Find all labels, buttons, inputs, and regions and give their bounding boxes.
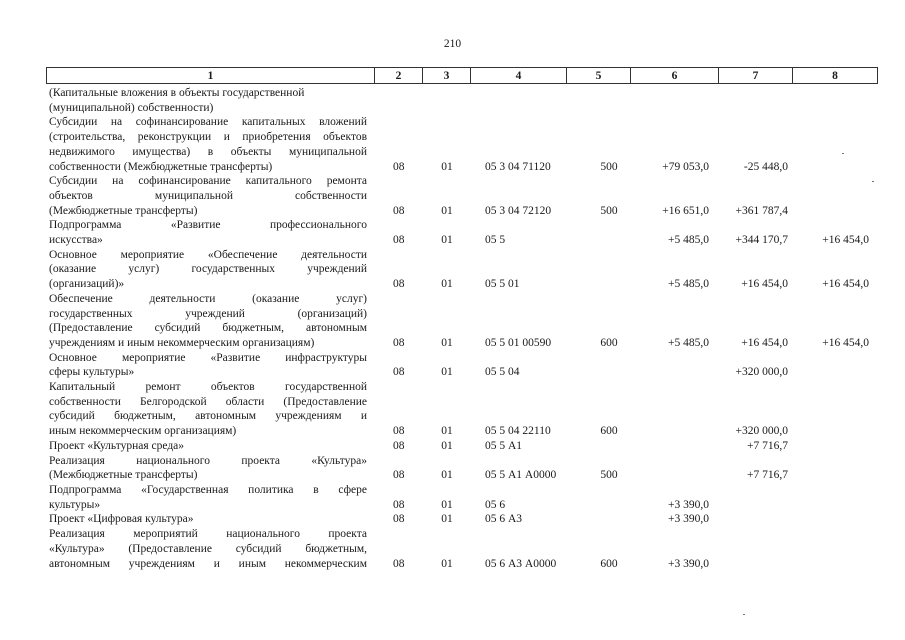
- cell-col-3: 01: [441, 469, 453, 482]
- table-row: [49, 115, 877, 174]
- header-col-6: 6: [631, 68, 719, 84]
- cell-col-6: +5 485,0: [668, 234, 709, 247]
- description-line: (строительства, реконструкции и приобретения объектов: [49, 131, 367, 144]
- cell-col-8: +16 454,0: [822, 278, 869, 291]
- cell-col-5: 600: [600, 336, 618, 349]
- description-line: субсидий бюджетным, автономным учреждениям и: [49, 410, 367, 423]
- cell-col-2: 08: [393, 336, 405, 349]
- description-line: Капитальный ремонт объектов государственной: [49, 381, 367, 394]
- description-line: недвижимого имущества) в объекты муниципальной: [49, 145, 367, 158]
- row-description: [49, 292, 367, 351]
- row-description: [49, 218, 367, 247]
- row-description: [49, 527, 367, 571]
- table-body: [49, 86, 877, 586]
- scan-speck: [842, 153, 844, 154]
- cell-col-4: 05 5 А1: [485, 439, 523, 452]
- description-line: Реализация национального проекта «Культура»: [49, 454, 367, 467]
- header-col-5: 5: [567, 68, 631, 84]
- cell-col-7: +320 000,0: [735, 366, 788, 379]
- scan-speck: [743, 614, 745, 615]
- row-description: [49, 380, 367, 439]
- table-row: [49, 512, 877, 527]
- cell-col-8: +16 454,0: [822, 336, 869, 349]
- cell-col-4: 05 5 А1 А0000: [485, 469, 557, 482]
- cell-col-2: 08: [393, 366, 405, 379]
- cell-col-7: +16 454,0: [741, 336, 788, 349]
- cell-col-4: 05 3 04 72120: [485, 204, 552, 217]
- description-line: Реализация мероприятий национального проекта: [49, 528, 367, 541]
- table-row: [49, 483, 877, 512]
- cell-col-4: 05 5 04 22110: [485, 425, 551, 438]
- description-line: культуры»: [49, 498, 101, 511]
- cell-col-3: 01: [441, 557, 453, 570]
- cell-col-2: 08: [393, 234, 405, 247]
- cell-col-2: 08: [393, 278, 405, 291]
- cell-col-3: 01: [441, 234, 453, 247]
- cell-col-6: +3 390,0: [668, 498, 709, 511]
- table-row: [49, 218, 877, 247]
- cell-col-4: 05 5 01: [485, 278, 520, 291]
- row-description: [49, 483, 367, 512]
- cell-col-2: 08: [393, 513, 405, 526]
- header-col-7: 7: [719, 68, 793, 84]
- description-line: Основное мероприятие «Развитие инфраструктуры: [49, 351, 367, 364]
- row-description: [49, 248, 367, 292]
- row-description: [49, 439, 367, 454]
- description-line: Обеспечение деятельности (оказание услуг): [49, 292, 367, 305]
- cell-col-7: +7 716,7: [747, 439, 788, 452]
- description-line: Основное мероприятие «Обеспечение деятельности: [49, 248, 367, 261]
- cell-col-3: 01: [441, 425, 453, 438]
- cell-col-3: 01: [441, 366, 453, 379]
- description-line: Проект «Культурная среда»: [49, 439, 185, 452]
- cell-col-4: 05 3 04 71120: [485, 160, 551, 173]
- table-row: [49, 351, 877, 380]
- description-line: государственных учреждений (организаций): [49, 307, 367, 320]
- cell-col-3: 01: [441, 336, 453, 349]
- description-line: (Межбюджетные трансферты): [49, 204, 198, 217]
- cell-col-4: 05 6: [485, 498, 506, 511]
- row-description: [49, 115, 367, 174]
- cell-col-7: -25 448,0: [743, 160, 788, 173]
- description-line: «Культура» (Предоставление субсидий бюджетным,: [49, 542, 367, 555]
- cell-col-4: 05 5: [485, 234, 506, 247]
- cell-col-4: 05 6 А3: [485, 513, 523, 526]
- description-line: Субсидии на софинансирование капитальных вложений: [49, 116, 367, 129]
- table-row: [49, 248, 877, 292]
- description-line: (Предоставление субсидий бюджетным, автономным: [49, 322, 367, 335]
- cell-col-6: +5 485,0: [668, 278, 709, 291]
- description-line: автономным учреждениям и иным некоммерческим: [49, 557, 367, 570]
- header-col-1: 1: [47, 68, 375, 84]
- header-col-4: 4: [471, 68, 567, 84]
- table-row: [49, 174, 877, 218]
- cell-col-2: 08: [393, 469, 405, 482]
- description-line: Проект «Цифровая культура»: [49, 513, 194, 526]
- cell-col-5: 600: [600, 557, 618, 570]
- description-line: объектов муниципальной собственности: [49, 189, 367, 202]
- cell-col-8: +16 454,0: [822, 234, 869, 247]
- description-line: учреждениям и иным некоммерческим организациям): [49, 336, 315, 349]
- cell-col-2: 08: [393, 557, 405, 570]
- cell-col-3: 01: [441, 160, 453, 173]
- description-line: Подпрограмма «Развитие профессионального: [49, 219, 367, 232]
- cell-col-6: +3 390,0: [668, 557, 709, 570]
- cell-col-7: +344 170,7: [735, 234, 788, 247]
- cell-col-5: 600: [600, 425, 618, 438]
- cell-col-6: +79 053,0: [662, 160, 709, 173]
- cell-col-5: 500: [600, 204, 618, 217]
- description-line: Субсидии на софинансирование капитального ремонта: [49, 175, 367, 188]
- description-line: (Межбюджетные трансферты): [49, 469, 198, 482]
- description-line: собственности (Межбюджетные трансферты): [49, 160, 273, 173]
- cell-col-3: 01: [441, 439, 453, 452]
- table-header: [46, 67, 878, 84]
- description-line: (муниципальной) собственности): [49, 101, 214, 114]
- scan-speck: [872, 181, 874, 182]
- cell-col-2: 08: [393, 498, 405, 511]
- description-line: собственности Белгородской области (Предоставление: [49, 395, 367, 408]
- cell-col-6: +3 390,0: [668, 513, 709, 526]
- cell-col-2: 08: [393, 425, 405, 438]
- page-number: 210: [443, 38, 462, 50]
- cell-col-5: 500: [600, 469, 618, 482]
- cell-col-4: 05 5 04: [485, 366, 520, 379]
- cell-col-3: 01: [441, 204, 453, 217]
- table-row: [49, 527, 877, 571]
- cell-col-5: 500: [600, 160, 618, 173]
- header-col-2: 2: [375, 68, 423, 84]
- cell-col-2: 08: [393, 439, 405, 452]
- description-line: (Капитальные вложения в объекты государственной: [49, 87, 305, 99]
- row-description: [49, 351, 367, 380]
- cell-col-6: +16 651,0: [662, 204, 709, 217]
- cell-col-3: 01: [441, 498, 453, 511]
- cell-col-7: +361 787,4: [735, 204, 788, 217]
- cell-col-6: +5 485,0: [668, 336, 709, 349]
- description-line: (организаций)»: [49, 278, 125, 291]
- header-col-8: 8: [793, 68, 878, 84]
- description-line: иным некоммерческим организациям): [49, 425, 237, 438]
- row-description: [49, 86, 367, 115]
- cell-col-3: 01: [441, 278, 453, 291]
- row-description: [49, 512, 367, 527]
- cell-col-3: 01: [441, 513, 453, 526]
- description-line: искусства»: [49, 234, 103, 247]
- cell-col-4: 05 5 01 00590: [485, 336, 552, 349]
- table-row: [49, 439, 877, 454]
- table-row: [49, 454, 877, 483]
- cell-col-7: +320 000,0: [735, 425, 788, 438]
- cell-col-2: 08: [393, 204, 405, 217]
- table-row: [49, 292, 877, 351]
- cell-col-4: 05 6 А3 А0000: [485, 557, 557, 570]
- table-row: [49, 86, 877, 115]
- cell-col-2: 08: [393, 160, 405, 173]
- row-description: [49, 174, 367, 218]
- cell-col-7: +7 716,7: [747, 469, 788, 482]
- table-row: [49, 380, 877, 439]
- row-description: [49, 454, 367, 483]
- description-line: Подпрограмма «Государственная политика в сфере: [49, 483, 367, 496]
- header-col-3: 3: [423, 68, 471, 84]
- description-line: (оказание услуг) государственных учреждений: [49, 263, 367, 276]
- description-line: сферы культуры»: [49, 366, 135, 379]
- cell-col-7: +16 454,0: [741, 278, 788, 291]
